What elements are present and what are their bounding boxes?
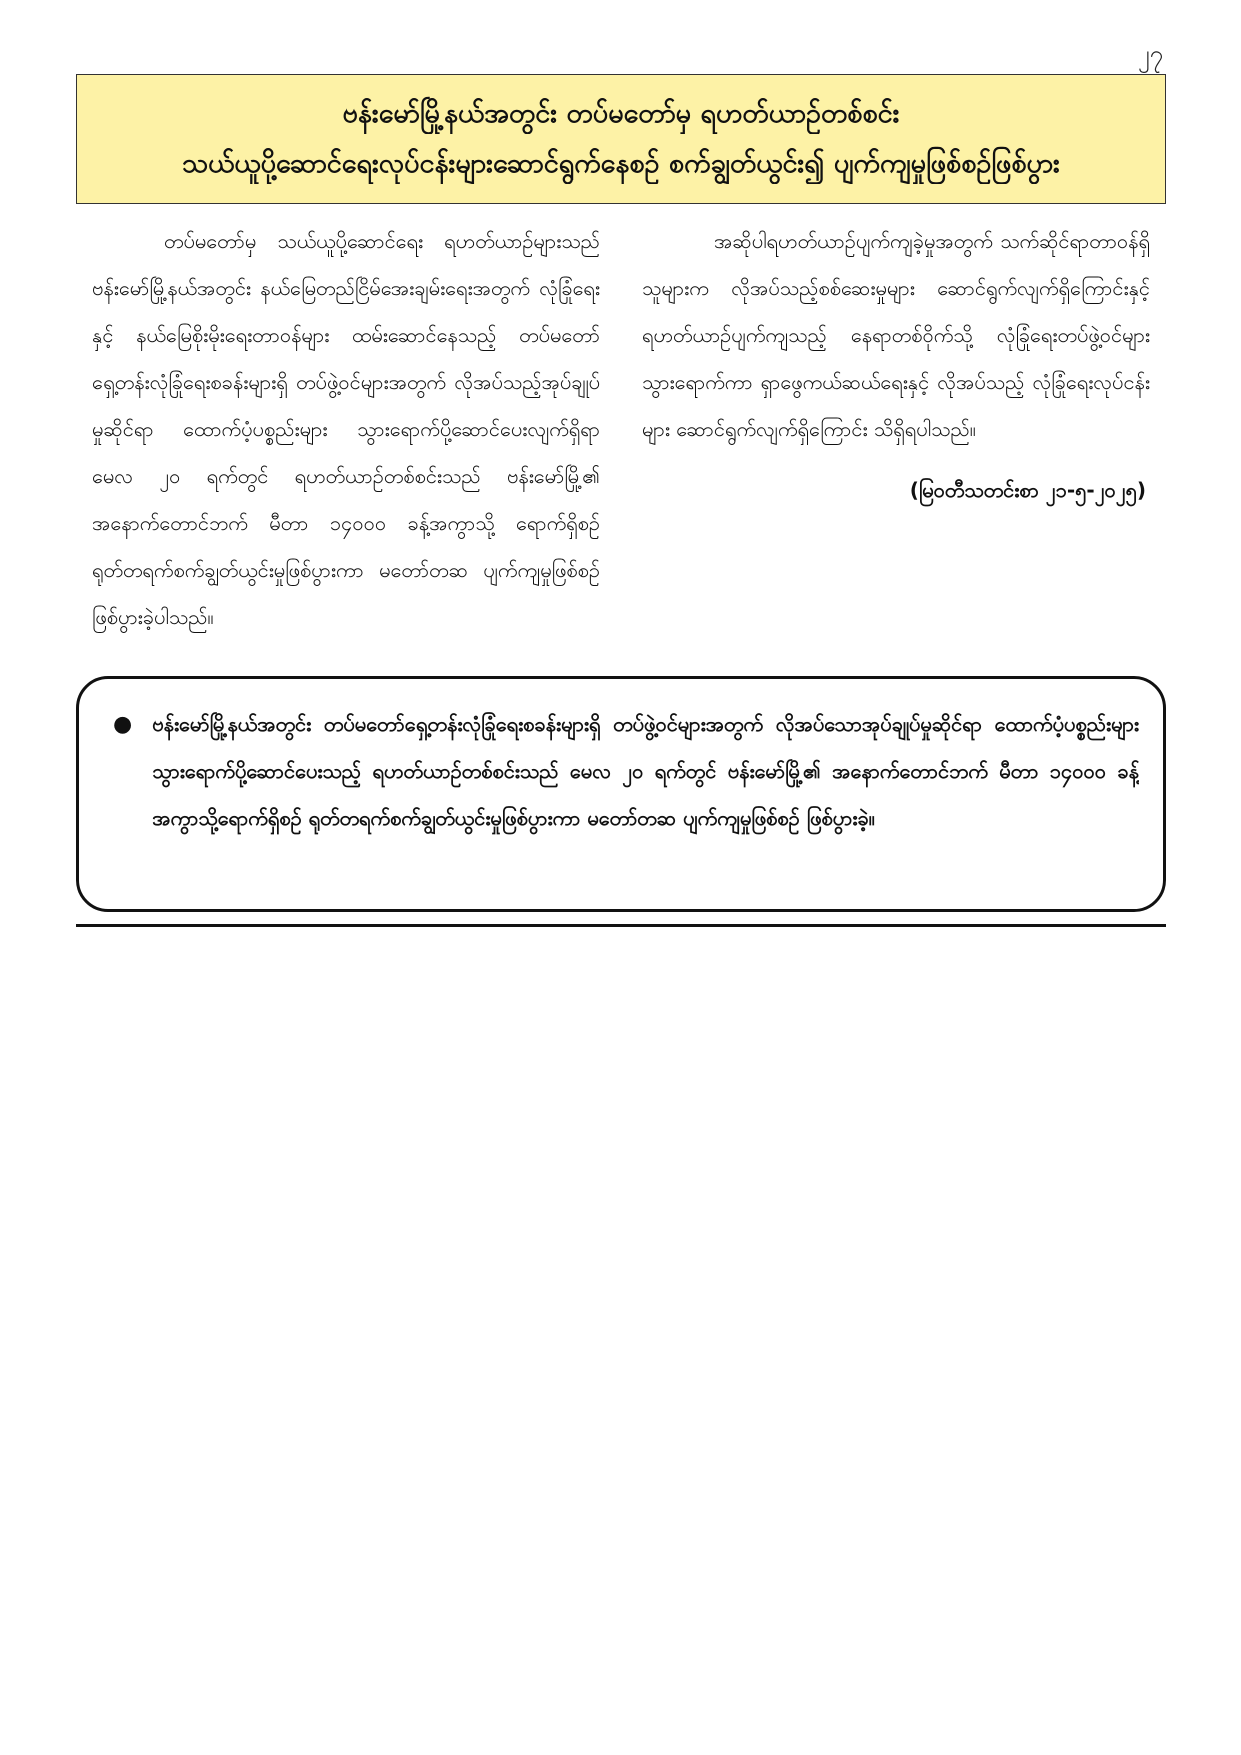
summary-text: ဗန်းမော်မြို့နယ်အတွင်း တပ်မတော်ရှေ့တန်းလုံခြုံရေးစခန်းများရှိ တပ်ဖွဲ့ဝင်များအတွက် လိုအပ်သောအုပ်ချုပ်မှုဆိုင်ရာ ထောက်ပံ့ပစ္စည်းများ သွားရောက်ပို့ဆောင်ပေးသည့် ရဟတ်ယာဉ်တစ်စင်းသည် မေလ ၂၀ ရက်တွင် ဗန်းမော်မြို့၏ အနောက်တောင်ဘက် မီတာ ၁၄၀၀၀ ခန့်အကွာသို့ရောက်ရှိစဉ် ရုတ်တရက်စက်ချွတ်ယွင်းမှုဖြစ်ပွားကာ မတော်တဆ ပျက်ကျမှုဖြစ်စဉ် ဖြစ်ပွားခဲ့။ — [152, 712, 1139, 830]
article-column-right — [642, 218, 1150, 648]
divider-rule — [76, 924, 1166, 927]
article-source: (မြဝတီသတင်းစာ ၂၁-၅-၂၀၂၅) — [909, 478, 1146, 502]
page-number: ၂၇ — [1137, 40, 1163, 68]
article-paragraph-1: တပ်မတော်မှ သယ်ယူပို့ဆောင်ရေး ရဟတ်ယာဉ်များသည် ဗန်းမော်မြို့နယ်အတွင်း နယ်မြေတည်ငြိမ်အေးချမ်းရေးအတွက် လုံခြုံရေးနှင့် နယ်မြေစိုးမိုးရေးတာဝန်များ ထမ်းဆောင်နေသည့် တပ်မတော်ရှေ့တန်းလုံခြုံရေးစခန်းများရှိ တပ်ဖွဲ့ဝင်များအတွက် လိုအပ်သည့်အုပ်ချုပ်မှုဆိုင်ရာ ထောက်ပံ့ပစ္စည်းများ သွားရောက်ပို့ဆောင်ပေးလျက်ရှိရာ မေလ ၂၀ ရက်တွင် ရဟတ်ယာဉ်တစ်စင်းသည် ဗန်းမော်မြို့၏ အနောက်တောင်ဘက် မီတာ ၁၄၀၀၀ ခန့်အကွာသို့ ရောက်ရှိစဉ် ရုတ်တရက်စက်ချွတ်ယွင်းမှုဖြစ်ပွားကာ မတော်တဆ ပျက်ကျမှုဖြစ်စဉ် ဖြစ်ပွားခဲ့ပါသည်။ — [92, 229, 600, 629]
article-paragraph-2: အဆိုပါရဟတ်ယာဉ်ပျက်ကျခဲ့မှုအတွက် သက်ဆိုင်ရာတာဝန်ရှိသူများက လိုအပ်သည့်စစ်ဆေးမှုများ ဆောင်ရွက်လျက်ရှိကြောင်းနှင့် ရဟတ်ယာဉ်ပျက်ကျသည့် နေရာတစ်ဝိုက်သို့ လုံခြုံရေးတပ်ဖွဲ့ဝင်များသွားရောက်ကာ ရှာဖွေကယ်ဆယ်ရေးနှင့် လိုအပ်သည့် လုံခြုံရေးလုပ်ငန်းများ ဆောင်ရွက်လျက်ရှိကြောင်း သိရှိရပါသည်။ — [642, 229, 1150, 441]
headline-line-1: ဗန်းမော်မြို့နယ်အတွင်း တပ်မတော်မှ ရဟတ်ယာဉ်တစ်စင်း — [342, 98, 900, 129]
article-column-left — [92, 218, 600, 648]
headline-line-2: သယ်ယူပို့ဆောင်ရေးလုပ်ငန်းများဆောင်ရွက်နေစဉ် စက်ချွတ်ယွင်း၍ ပျက်ကျမှုဖြစ်စဉ်ဖြစ်ပွား — [182, 148, 1060, 179]
bullet-icon: ● — [113, 712, 133, 737]
summary-box — [76, 676, 1166, 912]
headline-box — [76, 74, 1166, 204]
article-body — [92, 218, 1150, 648]
